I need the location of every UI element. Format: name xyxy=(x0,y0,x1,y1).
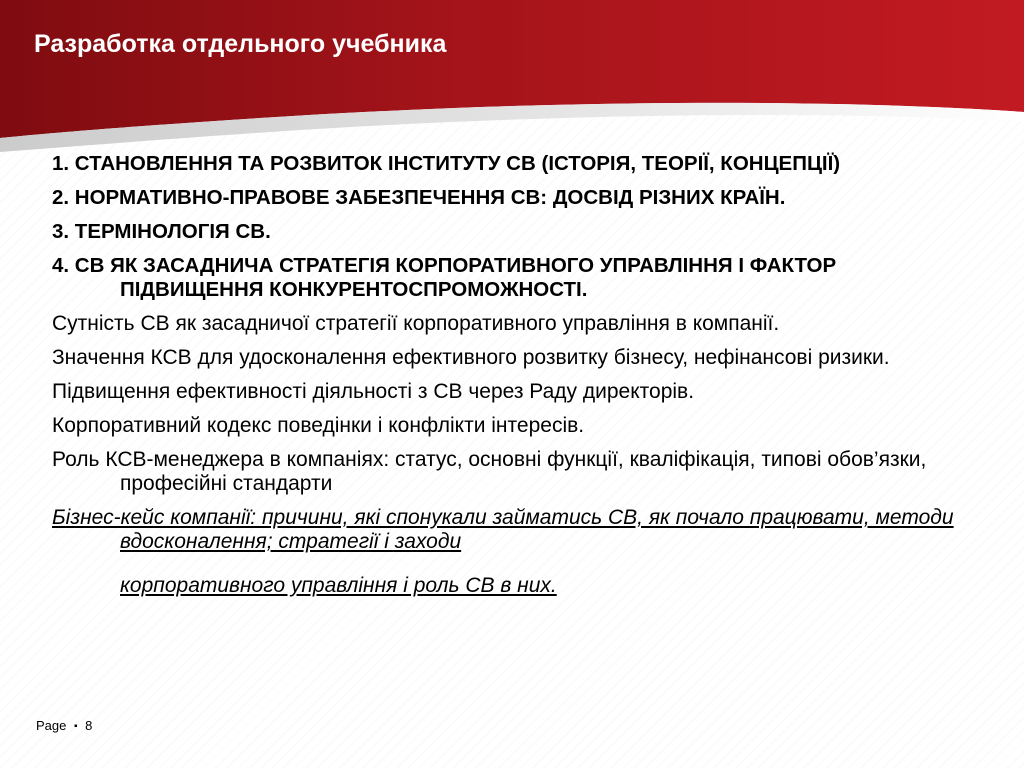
business-case-item xyxy=(52,506,972,598)
business-case-text: Бізнес-кейс компанії: причини, які спонукали займатись СВ, як почало працювати, методи вдосконалення; стратегії і заходи xyxy=(52,506,954,553)
page-number: 8 xyxy=(85,718,93,733)
bullet-separator-icon: ▪ xyxy=(74,721,78,732)
list-item: Корпоративний кодекс поведінки і конфлікти інтересів. xyxy=(52,414,585,437)
slide-title: Разработка отдельного учебника xyxy=(34,30,447,58)
content-list xyxy=(52,152,972,608)
page-footer xyxy=(36,718,92,733)
page-label: Page xyxy=(36,718,67,733)
list-item: Роль КСВ-менеджера в компаніях: статус, основні функції, кваліфікація, типові обов’язки, професійні стандарти xyxy=(52,448,927,495)
list-item: Значення КСВ для удосконалення ефективного розвитку бізнесу, нефінансові ризики. xyxy=(52,346,890,369)
list-item: 3. ТЕРМІНОЛОГІЯ СВ. xyxy=(52,220,271,243)
list-item: Підвищення ефективності діяльності з СВ через Раду директорів. xyxy=(52,380,695,403)
list-item: 1. СТАНОВЛЕННЯ ТА РОЗВИТОК ІНСТИТУТУ СВ (ІСТОРІЯ, ТЕОРІЇ, КОНЦЕПЦІЇ) xyxy=(52,152,841,175)
list-item: 4. СВ ЯК ЗАСАДНИЧА СТРАТЕГІЯ КОРПОРАТИВНОГО УПРАВЛІННЯ І ФАКТОР ПІДВИЩЕННЯ КОНКУРЕНТОСПРОМОЖНОСТІ. xyxy=(52,254,837,301)
list-item: Сутність СВ як засадничої стратегії корпоративного управління в компанії. xyxy=(52,312,780,335)
list-item: 2. НОРМАТИВНО-ПРАВОВЕ ЗАБЕЗПЕЧЕННЯ СВ: ДОСВІД РІЗНИХ КРАЇН. xyxy=(52,186,786,209)
business-case-text-continued: корпоративного управління і роль СВ в них. xyxy=(120,574,557,597)
